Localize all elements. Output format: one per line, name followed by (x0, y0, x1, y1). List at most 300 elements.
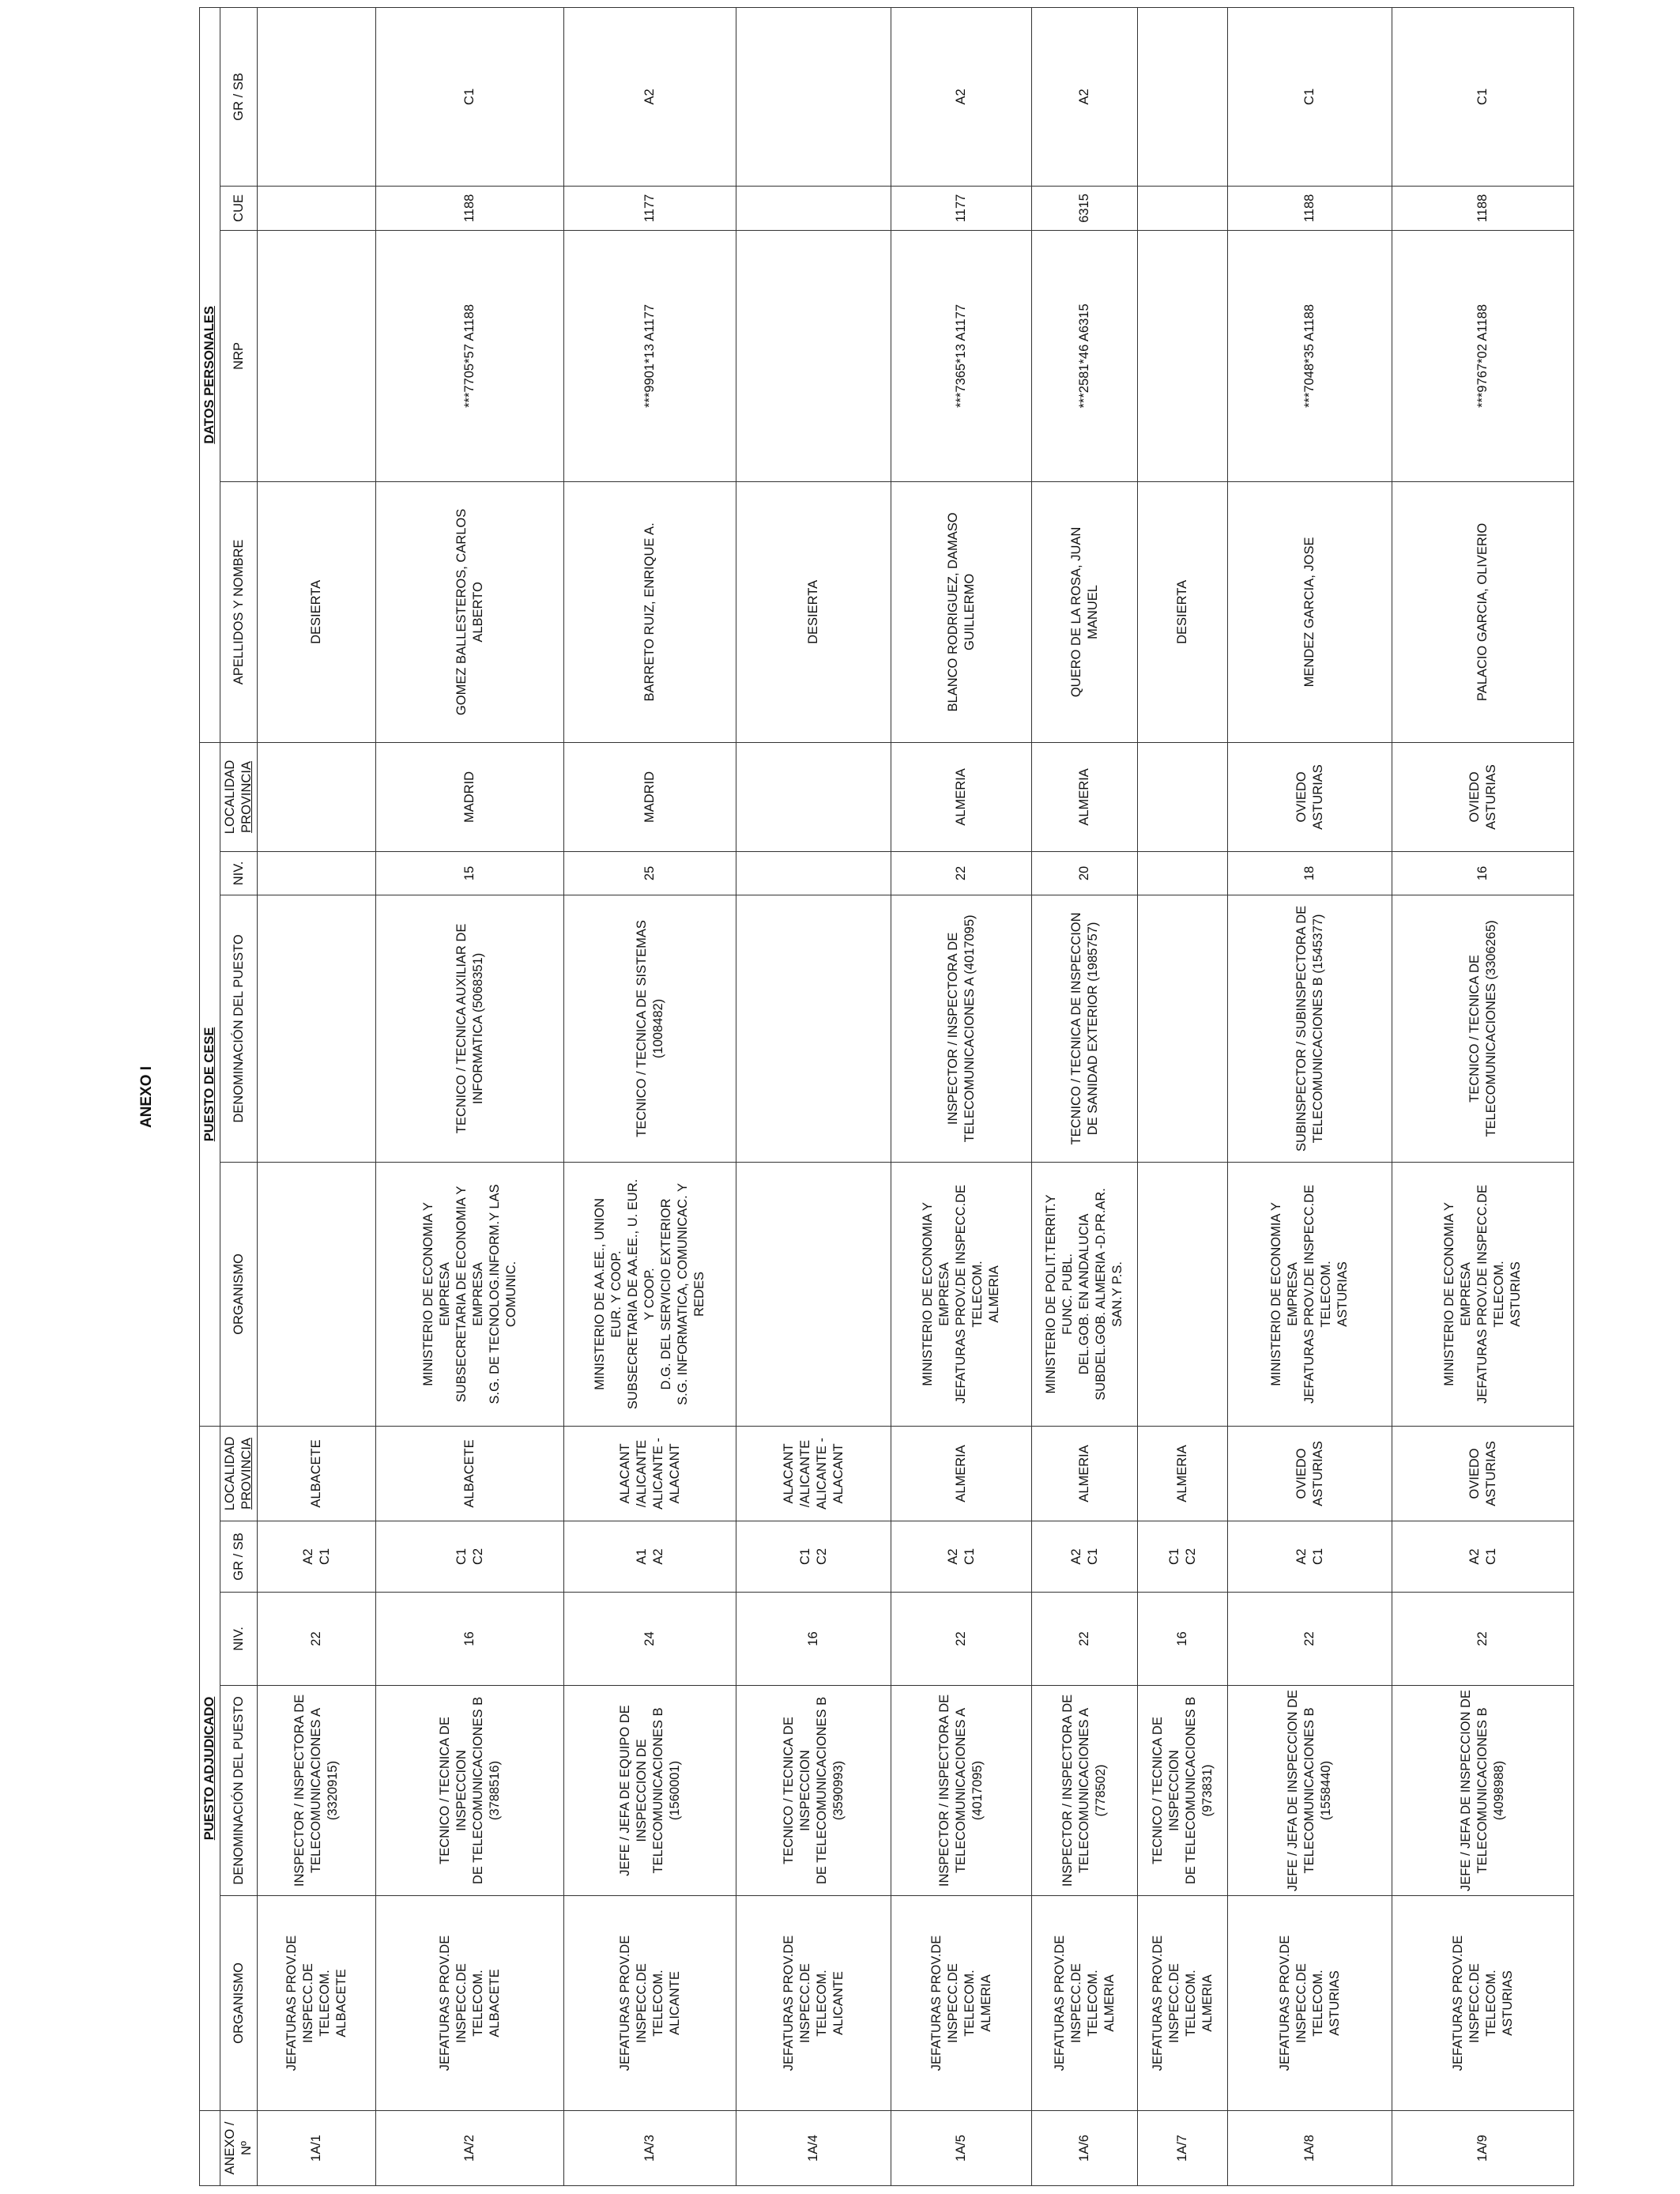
adj-gr-sb-cell-line: C1 (797, 1547, 812, 1566)
cue-cell: 1177 (564, 186, 736, 230)
adj-denominacion-cell (1392, 1686, 1574, 1896)
adj-denominacion-cell-line: INSPECTOR / INSPECTORA DE (937, 1694, 951, 1887)
col-header-denominacion: DENOMINACIÓN DEL PUESTO (220, 1686, 258, 1896)
cese-denominacion-cell-line: INFORMATICA (5068351) (470, 952, 485, 1105)
adj-organismo-cell-line: ALICANTE (831, 1971, 846, 2035)
cese-denominacion-cell-line: TELECOMUNICACIONES (3306265) (1483, 920, 1498, 1137)
nrp-cell: ***9901*13 A1177 (564, 230, 736, 481)
adj-niv-cell: 16 (1138, 1593, 1228, 1686)
adj-gr-sb-cell-line: C1 (454, 1547, 469, 1566)
adj-gr-sb-cell (376, 1521, 564, 1593)
adj-denominacion-cell-line: DE TELECOMUNICACIONES B (470, 1696, 485, 1885)
adj-denominacion-cell-line: (1560001) (667, 1760, 682, 1821)
cese-localidad-cell-line: ASTURIAS (1310, 764, 1325, 830)
adj-gr-sb-cell-line: A2 (1068, 1548, 1083, 1565)
adj-denominacion-cell-line: (4098988) (1492, 1760, 1506, 1821)
cue-cell: 6315 (1032, 186, 1138, 230)
cese-denominacion-cell (1138, 895, 1228, 1162)
cese-organismo-cell-line: JEFATURAS PROV.DE INSPECC.DE (1302, 1184, 1317, 1404)
adj-organismo-cell-line: JEFATURAS PROV.DE INSPECC.DE (929, 1935, 960, 2071)
cese-organismo-cell-line: EMPRESA (1459, 1262, 1473, 1326)
adj-localidad-cell-line: ALACANT (831, 1443, 846, 1504)
adj-localidad-cell-line: ALACANT (617, 1443, 632, 1504)
col-header-niv: NIV. (220, 1593, 258, 1686)
cese-denominacion-cell-line: SUBINSPECTOR / SUBINSPECTORA DE (1294, 905, 1309, 1152)
cese-denominacion-cell (1032, 895, 1138, 1162)
adj-denominacion-cell (736, 1686, 891, 1896)
adj-niv-cell: 22 (891, 1593, 1032, 1686)
adj-gr-sb-cell-line: A2 (300, 1548, 315, 1565)
cese-organismo-cell-line: EMPRESA (937, 1262, 951, 1326)
cese-denominacion-cell (891, 895, 1032, 1162)
adj-organismo-cell-line: TELECOM. (1310, 1970, 1325, 2037)
cese-organismo-cell-line: REDES (692, 1272, 706, 1317)
section-datos-personales: DATOS PERSONALES (200, 7, 220, 742)
adj-gr-sb-cell-line: C2 (1183, 1547, 1198, 1566)
anexo-cell: 1A/5 (891, 2111, 1032, 2186)
cese-organismo-cell-line: TELECOM. (1319, 1261, 1333, 1328)
cese-denominacion-cell-line: DE SANIDAD EXTERIOR (1985757) (1085, 922, 1100, 1136)
adj-organismo-cell-line: JEFATURAS PROV.DE INSPECC.DE (1150, 1935, 1181, 2071)
cese-localidad-cell-line: ASTURIAS (1483, 764, 1498, 830)
apellidos-nombre-cell-line: BLANCO RODRIGUEZ, DAMASO (945, 512, 960, 712)
cese-organismo-cell-line: Y COOP. (642, 1268, 657, 1321)
adj-organismo-cell-line: ASTURIAS (1500, 1970, 1515, 2036)
adj-denominacion-cell-line: (973831) (1200, 1764, 1215, 1817)
personal-gr-sb-cell: C1 (1228, 7, 1392, 186)
adj-denominacion-cell-line: DE TELECOMUNICACIONES B (814, 1696, 829, 1885)
cese-organismo-cell-line: MINISTERIO DE AA.EE., UNION (593, 1197, 607, 1390)
cese-localidad-cell-line: MADRID (462, 771, 477, 823)
adj-denominacion-cell-line: (4017095) (970, 1760, 985, 1821)
cue-cell (1138, 186, 1228, 230)
cese-niv-cell: 16 (1392, 851, 1574, 895)
adj-gr-sb-cell (564, 1521, 736, 1593)
cese-organismo-cell-line: FUNC. PUBL. (1060, 1253, 1075, 1335)
adj-localidad-cell-line: ALACANT (667, 1443, 682, 1504)
apellidos-nombre-cell (258, 481, 376, 742)
adj-organismo-cell-line: TELECOM. (470, 1970, 485, 2037)
adj-gr-sb-cell-line: A2 (945, 1548, 960, 1565)
adj-organismo-cell (736, 1896, 891, 2111)
adj-localidad-cell-line: ALMERIA (1077, 1445, 1091, 1502)
cese-denominacion-cell-line: TECNICO / TECNICA DE (1467, 955, 1482, 1103)
cese-organismo-cell-line: EMPRESA (470, 1262, 485, 1326)
adj-gr-sb-cell-line: C1 (1483, 1547, 1498, 1566)
cese-denominacion-cell (376, 895, 564, 1162)
personal-gr-sb-cell (1138, 7, 1228, 186)
adj-niv-cell: 16 (376, 1593, 564, 1686)
apellidos-nombre-cell-line: MENDEZ GARCIA, JOSE (1302, 537, 1317, 688)
adj-gr-sb-cell (1138, 1521, 1228, 1593)
cese-organismo-cell (1138, 1162, 1228, 1426)
adj-denominacion-cell-line: (3320915) (326, 1760, 340, 1821)
col-header-gr-sb: GR / SB (220, 1521, 258, 1593)
cese-localidad-cell-line: OVIEDO (1467, 771, 1482, 823)
adj-denominacion-cell-line: TELECOMUNICACIONES A (954, 1707, 968, 1874)
cese-denominacion-cell-line: INSPECTOR / INSPECTORA DE (945, 932, 960, 1125)
cese-denominacion-cell (1392, 895, 1574, 1162)
cese-organismo-cell-line: EUR. Y COOP. (609, 1250, 623, 1338)
cese-organismo-cell-line: S.G. DE TECNOLOG.INFORM.Y LAS (487, 1184, 502, 1404)
cese-organismo-cell-line: MINISTERIO DE POLIT.TERRIT.Y (1044, 1194, 1058, 1394)
table-row (1228, 7, 1392, 2185)
cese-organismo-cell-line: EMPRESA (1286, 1262, 1300, 1326)
apellidos-nombre-cell (1392, 481, 1574, 742)
nrp-cell (1138, 230, 1228, 481)
anexo-table (199, 7, 1574, 2186)
cese-organismo-cell-line: MINISTERIO DE ECONOMIA Y (921, 1202, 935, 1386)
adj-denominacion-cell (1138, 1686, 1228, 1896)
col-header-cue: CUE (220, 186, 258, 230)
cue-cell: 1188 (1392, 186, 1574, 230)
anexo-cell: 1A/9 (1392, 2111, 1574, 2186)
personal-gr-sb-cell: C1 (376, 7, 564, 186)
adj-gr-sb-cell-line: A2 (1294, 1548, 1309, 1565)
rotated-table-container (199, 8, 1523, 2186)
table-row (1138, 7, 1228, 2185)
cese-niv-cell: 20 (1032, 851, 1138, 895)
adj-organismo-cell-line: ALBACETE (333, 1969, 348, 2038)
apellidos-nombre-cell (736, 481, 891, 742)
adj-organismo-cell-line: ASTURIAS (1327, 1970, 1342, 2036)
cese-niv-cell: 25 (564, 851, 736, 895)
adj-localidad-cell-line: ALMERIA (954, 1445, 968, 1502)
adj-organismo-cell-line: TELECOM. (650, 1970, 665, 2037)
adj-organismo-cell-line: TELECOM. (1183, 1970, 1198, 2037)
adj-gr-sb-cell-line: A1 (634, 1548, 649, 1565)
cese-organismo-cell-line: COMUNIC. (503, 1261, 518, 1328)
cese-organismo-cell-line: DEL.GOB. EN ANDALUCIA (1077, 1213, 1091, 1375)
adj-gr-sb-cell (1032, 1521, 1138, 1593)
nrp-cell: ***7048*35 A1188 (1228, 230, 1392, 481)
section-puesto-adjudicado: PUESTO ADJUDICADO (200, 1426, 220, 2110)
apellidos-nombre-cell-line: MANUEL (1085, 585, 1100, 639)
cese-denominacion-cell-line: TELECOMUNICACIONES A (4017095) (962, 914, 977, 1143)
nrp-cell: ***7705*57 A1188 (376, 230, 564, 481)
adj-denominacion-cell-line: TELECOMUNICACIONES B (650, 1707, 665, 1874)
adj-niv-cell: 22 (258, 1593, 376, 1686)
adj-localidad-cell (1228, 1426, 1392, 1521)
table-row (258, 7, 376, 2185)
col-header-nrp: NRP (220, 230, 258, 481)
cese-localidad-cell-line: ALMERIA (954, 768, 968, 826)
cese-localidad-cell (258, 742, 376, 851)
cese-organismo-cell-line: TELECOM. (970, 1261, 985, 1328)
col-header-cese-organismo: ORGANISMO (220, 1162, 258, 1426)
col-header-cese-niv: NIV. (220, 851, 258, 895)
adj-organismo-cell (376, 1896, 564, 2111)
header-spacer (200, 2111, 220, 2186)
cese-localidad-cell-line: OVIEDO (1294, 771, 1309, 823)
cese-organismo-cell (258, 1162, 376, 1426)
personal-gr-sb-cell: A2 (1032, 7, 1138, 186)
cese-localidad-cell-line: ALMERIA (1077, 768, 1091, 826)
apellidos-nombre-cell-line: PALACIO GARCIA, OLIVERIO (1475, 522, 1490, 702)
cese-organismo-cell (736, 1162, 891, 1426)
cese-organismo-cell-line: ALMERIA (987, 1265, 1001, 1323)
table-row (1032, 7, 1138, 2185)
cese-niv-cell: 15 (376, 851, 564, 895)
adj-denominacion-cell-line: JEFE / JEFA DE INSPECCION DE (1286, 1690, 1300, 1891)
cese-organismo-cell-line: MINISTERIO DE ECONOMIA Y (1269, 1202, 1283, 1386)
col-header-cese-localidad-l1: LOCALIDAD (223, 760, 237, 835)
adj-localidad-cell-line: ALICANTE - (814, 1438, 829, 1510)
personal-gr-sb-cell (736, 7, 891, 186)
adj-organismo-cell-line: JEFATURAS PROV.DE INSPECC.DE (284, 1935, 315, 2071)
adj-denominacion-cell-line: TELECOMUNICACIONES A (778502) (1077, 1707, 1108, 1874)
adj-organismo-cell (1138, 1896, 1228, 2111)
cese-organismo-cell (891, 1162, 1032, 1426)
adj-denominacion-cell (1228, 1686, 1392, 1896)
adj-localidad-cell (891, 1426, 1032, 1521)
adj-gr-sb-cell (1392, 1521, 1574, 1593)
cese-organismo-cell (1032, 1162, 1138, 1426)
adj-organismo-cell-line: ALICANTE (667, 1971, 682, 2035)
adj-organismo-cell (258, 1896, 376, 2111)
adj-denominacion-cell (1032, 1686, 1138, 1896)
cese-niv-cell (258, 851, 376, 895)
adj-niv-cell: 24 (564, 1593, 736, 1686)
adj-organismo-cell-line: JEFATURAS PROV.DE INSPECC.DE (617, 1935, 649, 2071)
cese-localidad-cell (1032, 742, 1138, 851)
adj-organismo-cell-line: ALMERIA (978, 1974, 993, 2032)
adj-localidad-cell-line: /ALICANTE (797, 1439, 812, 1508)
cese-organismo-cell-line: ASTURIAS (1335, 1261, 1350, 1327)
adj-gr-sb-cell (891, 1521, 1032, 1593)
adj-localidad-cell-line: ASTURIAS (1483, 1441, 1498, 1506)
cese-denominacion-cell-line: TECNICO / TECNICA DE SISTEMAS (634, 920, 649, 1137)
adj-denominacion-cell-line: INSPECTOR / INSPECTORA DE (1060, 1694, 1075, 1887)
col-header-localidad (220, 1426, 258, 1521)
adj-organismo-cell (891, 1896, 1032, 2111)
adj-denominacion-cell-line: TECNICO / TECNICA DE INSPECCION (1150, 1717, 1181, 1864)
cese-niv-cell: 22 (891, 851, 1032, 895)
anexo-cell: 1A/1 (258, 2111, 376, 2186)
adj-localidad-cell-line: ALMERIA (1175, 1445, 1189, 1502)
cese-localidad-cell (736, 742, 891, 851)
personal-gr-sb-cell (258, 7, 376, 186)
cese-organismo-cell (564, 1162, 736, 1426)
apellidos-nombre-cell (1228, 481, 1392, 742)
cese-localidad-cell (1228, 742, 1392, 851)
cese-localidad-cell (1392, 742, 1574, 851)
adj-organismo-cell (1392, 1896, 1574, 2111)
cese-denominacion-cell (736, 895, 891, 1162)
cese-organismo-cell-line: MINISTERIO DE ECONOMIA Y (420, 1202, 435, 1386)
cese-localidad-cell (564, 742, 736, 851)
adj-localidad-cell (376, 1426, 564, 1521)
apellidos-nombre-cell-line: DESIERTA (309, 579, 323, 644)
col-header-cese-localidad-l2: PROVINCIA (239, 761, 254, 833)
adj-denominacion-cell (564, 1686, 736, 1896)
adj-organismo-cell (1032, 1896, 1138, 2111)
col-header-localidad-l1: LOCALIDAD (223, 1436, 237, 1511)
col-header-cese-denominacion: DENOMINACIÓN DEL PUESTO (220, 895, 258, 1162)
adj-denominacion-cell (376, 1686, 564, 1896)
adj-niv-cell: 22 (1228, 1593, 1392, 1686)
adj-gr-sb-cell-line: C2 (470, 1547, 485, 1566)
adj-gr-sb-cell (258, 1521, 376, 1593)
col-header-apellidos: APELLIDOS Y NOMBRE (220, 481, 258, 742)
adj-denominacion-cell-line: TELECOMUNICACIONES B (1302, 1707, 1317, 1874)
adj-denominacion-cell-line: TELECOMUNICACIONES A (309, 1707, 323, 1874)
table-row (891, 7, 1032, 2185)
section-puesto-cese: PUESTO DE CESE (200, 742, 220, 1426)
apellidos-nombre-cell-line: DESIERTA (806, 579, 820, 644)
anexo-cell: 1A/2 (376, 2111, 564, 2186)
adj-denominacion-cell-line: INSPECTOR / INSPECTORA DE (292, 1694, 307, 1887)
adj-denominacion-cell-line: TELECOMUNICACIONES B (1475, 1707, 1490, 1874)
nrp-cell: ***9767*02 A1188 (1392, 230, 1574, 481)
adj-denominacion-cell (258, 1686, 376, 1896)
adj-denominacion-cell-line: (3590993) (831, 1760, 846, 1821)
col-header-anexo: ANEXO / Nº (220, 2111, 258, 2186)
adj-denominacion-cell-line: TECNICO / TECNICA DE INSPECCION (437, 1717, 469, 1864)
adj-denominacion-cell-line: TECNICO / TECNICA DE INSPECCION (781, 1717, 812, 1864)
cese-organismo-cell-line: EMPRESA (437, 1262, 452, 1326)
adj-gr-sb-cell-line: C1 (1166, 1547, 1181, 1566)
table-row (376, 7, 564, 2185)
cue-cell: 1188 (1228, 186, 1392, 230)
adj-organismo-cell-line: TELECOM. (317, 1970, 332, 2037)
cese-localidad-cell (376, 742, 564, 851)
adj-gr-sb-cell-line: C2 (814, 1547, 829, 1566)
adj-localidad-cell-line: OVIEDO (1467, 1448, 1482, 1499)
anexo-cell: 1A/7 (1138, 2111, 1228, 2186)
cese-organismo-cell (1392, 1162, 1574, 1426)
cue-cell (258, 186, 376, 230)
cese-organismo-cell-line: D.G. DEL SERVICIO EXTERIOR (659, 1198, 673, 1390)
apellidos-nombre-cell-line: BARRETO RUIZ, ENRIQUE A. (642, 522, 657, 702)
adj-localidad-cell-line: ALACANT (781, 1443, 796, 1504)
adj-gr-sb-cell-line: C1 (1085, 1547, 1100, 1566)
adj-localidad-cell-line: ASTURIAS (1310, 1441, 1325, 1506)
cese-organismo-cell-line: MINISTERIO DE ECONOMIA Y (1442, 1202, 1456, 1386)
apellidos-nombre-cell-line: QUERO DE LA ROSA, JUAN (1068, 526, 1083, 698)
anexo-cell: 1A/4 (736, 2111, 891, 2186)
adj-organismo-cell-line: ALMERIA (1200, 1974, 1215, 2032)
adj-localidad-cell (564, 1426, 736, 1521)
cese-organismo-cell-line: TELECOM. (1492, 1261, 1506, 1328)
adj-gr-sb-cell-line: C1 (962, 1547, 977, 1566)
adj-denominacion-cell (891, 1686, 1032, 1896)
cese-niv-cell (1138, 851, 1228, 895)
cese-localidad-cell-line: MADRID (642, 771, 657, 823)
adj-organismo-cell-line: JEFATURAS PROV.DE INSPECC.DE (781, 1935, 812, 2071)
apellidos-nombre-cell (1032, 481, 1138, 742)
adj-organismo-cell (1228, 1896, 1392, 2111)
cese-localidad-cell (1138, 742, 1228, 851)
nrp-cell: ***7365*13 A1177 (891, 230, 1032, 481)
adj-localidad-cell-line: ALBACETE (309, 1439, 323, 1508)
table-body (258, 7, 1574, 2185)
adj-localidad-cell (1138, 1426, 1228, 1521)
apellidos-nombre-cell-line: ALBERTO (470, 582, 485, 643)
adj-localidad-cell (258, 1426, 376, 1521)
cese-organismo-cell-line: JEFATURAS PROV.DE INSPECC.DE (954, 1184, 968, 1404)
apellidos-nombre-cell-line: GOMEZ BALLESTEROS, CARLOS (454, 508, 469, 716)
col-header-cese-localidad (220, 742, 258, 851)
apellidos-nombre-cell (376, 481, 564, 742)
personal-gr-sb-cell: A2 (564, 7, 736, 186)
adj-localidad-cell (1032, 1426, 1138, 1521)
cese-organismo-cell (376, 1162, 564, 1426)
anexo-cell: 1A/3 (564, 2111, 736, 2186)
personal-gr-sb-cell: A2 (891, 7, 1032, 186)
adj-niv-cell: 16 (736, 1593, 891, 1686)
adj-niv-cell: 22 (1392, 1593, 1574, 1686)
adj-denominacion-cell-line: INSPECCION DE (634, 1739, 649, 1842)
apellidos-nombre-cell-line: DESIERTA (1175, 579, 1189, 644)
nrp-cell: ***2581*46 A6315 (1032, 230, 1138, 481)
cese-organismo-cell-line: SAN.Y P.S. (1110, 1261, 1124, 1327)
apellidos-nombre-cell (564, 481, 736, 742)
adj-denominacion-cell-line: (1558440) (1319, 1760, 1333, 1821)
cese-niv-cell: 18 (1228, 851, 1392, 895)
apellidos-nombre-cell (1138, 481, 1228, 742)
cue-cell: 1177 (891, 186, 1032, 230)
adj-localidad-cell (736, 1426, 891, 1521)
page-title: ANEXO I (138, 1065, 155, 1129)
adj-organismo-cell-line: TELECOM. (1085, 1970, 1100, 2037)
adj-organismo-cell-line: TELECOM. (814, 1970, 829, 2037)
cese-denominacion-cell-line: TECNICO / TECNICA DE INSPECCION (1068, 912, 1083, 1145)
adj-localidad-cell-line: /ALICANTE (634, 1439, 649, 1508)
nrp-cell (736, 230, 891, 481)
adj-localidad-cell (1392, 1426, 1574, 1521)
anexo-cell: 1A/6 (1032, 2111, 1138, 2186)
personal-gr-sb-cell: C1 (1392, 7, 1574, 186)
apellidos-nombre-cell-line: GUILLERMO (962, 573, 977, 651)
adj-organismo-cell-line: JEFATURAS PROV.DE INSPECC.DE (1052, 1935, 1083, 2071)
cese-denominacion-cell-line: (1008482) (650, 998, 665, 1059)
cese-organismo-cell-line: SUBSECRETARIA DE AA.EE., U. EUR. (626, 1178, 640, 1410)
cese-organismo-cell (1228, 1162, 1392, 1426)
col-header-organismo: ORGANISMO (220, 1896, 258, 2111)
cese-organismo-cell-line: JEFATURAS PROV.DE INSPECC.DE (1475, 1184, 1490, 1404)
adj-localidad-cell-line: ALBACETE (462, 1439, 477, 1508)
apellidos-nombre-cell (891, 481, 1032, 742)
adj-organismo-cell-line: JEFATURAS PROV.DE INSPECC.DE (1450, 1935, 1482, 2071)
col-header-localidad-l2: PROVINCIA (239, 1438, 254, 1510)
adj-denominacion-cell-line: (3788516) (487, 1760, 502, 1821)
adj-organismo-cell-line: ALBACETE (487, 1969, 502, 2038)
table-row (736, 7, 891, 2185)
adj-organismo-cell-line: TELECOM. (1483, 1970, 1498, 2037)
adj-denominacion-cell-line: JEFE / JEFA DE INSPECCION DE (1459, 1690, 1473, 1891)
adj-organismo-cell-line: ALMERIA (1102, 1974, 1117, 2032)
adj-gr-sb-cell-line: A2 (1467, 1548, 1482, 1565)
adj-gr-sb-cell (736, 1521, 891, 1593)
adj-denominacion-cell-line: DE TELECOMUNICACIONES B (1183, 1696, 1198, 1885)
cese-denominacion-cell (1228, 895, 1392, 1162)
col-header-gr-sb-personal: GR / SB (220, 7, 258, 186)
cese-organismo-cell-line: S.G. INFORMATICA, COMUNICAC. Y (676, 1183, 690, 1405)
adj-organismo-cell-line: TELECOM. (962, 1970, 977, 2037)
cese-niv-cell (736, 851, 891, 895)
adj-organismo-cell-line: JEFATURAS PROV.DE INSPECC.DE (1277, 1935, 1309, 2071)
adj-organismo-cell-line: JEFATURAS PROV.DE INSPECC.DE (437, 1935, 469, 2071)
cue-cell (736, 186, 891, 230)
cese-organismo-cell-line: ASTURIAS (1509, 1261, 1523, 1327)
adj-gr-sb-cell-line: C1 (1310, 1547, 1325, 1566)
cese-denominacion-cell-line: TECNICO / TECNICA AUXILIAR DE (454, 923, 469, 1134)
cue-cell: 1188 (376, 186, 564, 230)
adj-denominacion-cell-line: JEFE / JEFA DE EQUIPO DE (617, 1705, 632, 1876)
adj-organismo-cell (564, 1896, 736, 2111)
cese-denominacion-cell-line: TELECOMUNICACIONES B (1545377) (1310, 914, 1325, 1144)
